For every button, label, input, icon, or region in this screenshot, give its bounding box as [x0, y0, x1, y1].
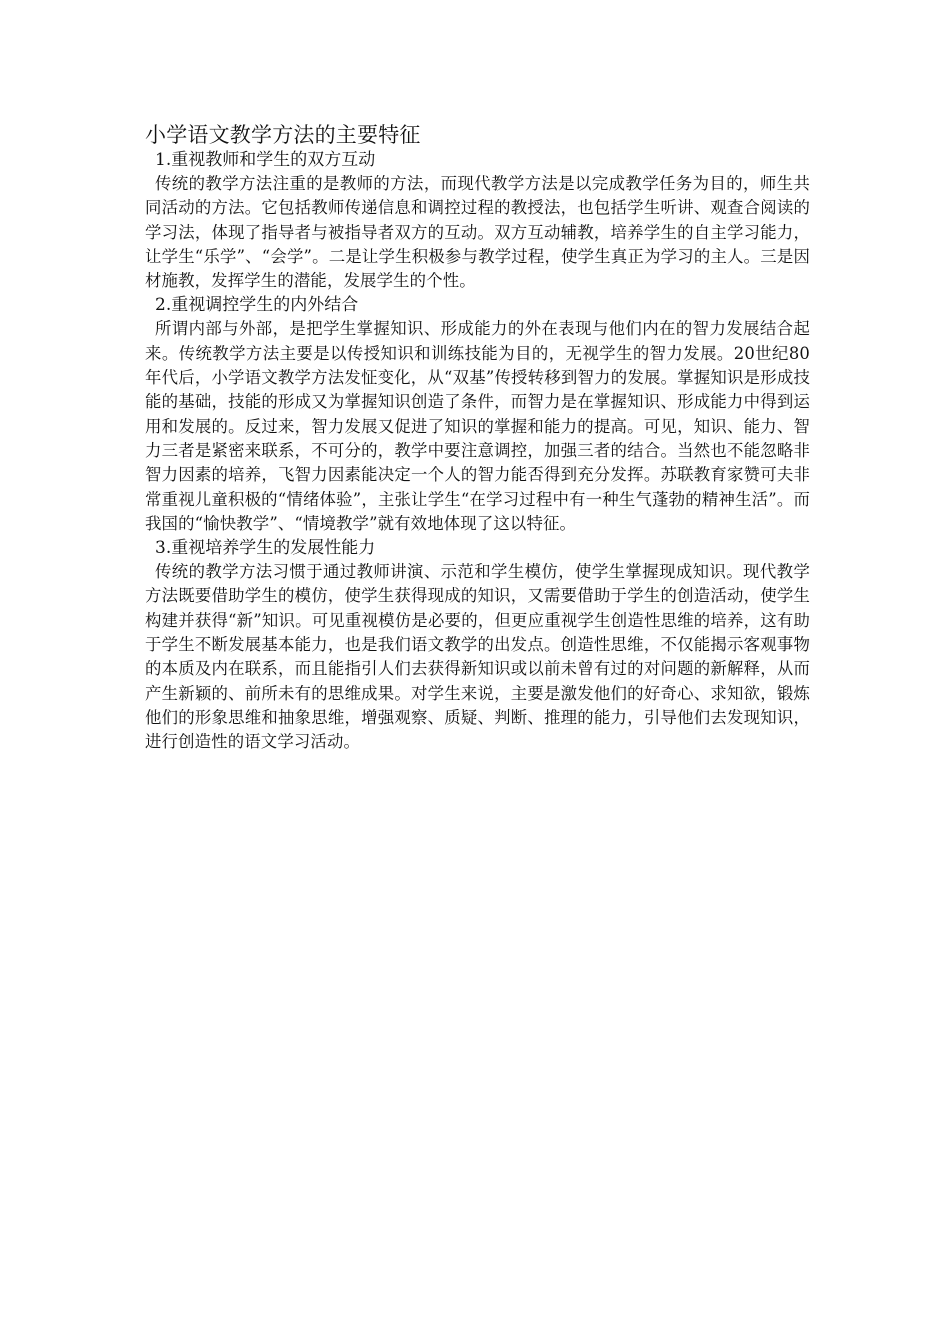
section-body-3: 传统的教学方法习惯于通过教师讲演、示范和学生模仿，使学生掌握现成知识。现代教学方法既要借助学生的模仿，使学生获得现成的知识，又需要借助于学生的创造活动，使学生构建并获得“新”知识。可见重视模仿是必要的，但更应重视学生创造性思维的培养，这有助于学生不断发展基本能力，也是我们语文教学的出发点。创造性思维，不仅能揭示客观事物的本质及内在联系，而且能指引人们去获得新知识或以前未曾有过的对问题的新解释，从而产生新颖的、前所未有的思维成果。对学生来说，主要是激发他们的好奇心、求知欲，锻炼他们的形象思维和抽象思维，增强观察、质疑、判断、推理的能力，引导他们去发现知识，进行创造性的语文学习活动。 — [145, 562, 810, 752]
section-heading-2: 2.重视调控学生的内外结合 — [155, 295, 359, 316]
document-title: 小学语文教学方法的主要特征 — [145, 123, 421, 147]
section-body-2: 所谓内部与外部，是把学生掌握知识、形成能力的外在表现与他们内在的智力发展结合起来。传统教学方法主要是以传授知识和训练技能为目的，无视学生的智力发展。20世纪80年代后，小学语文教学方法发怔变化，从“双基”传授转移到智力的发展。掌握知识是形成技能的基础，技能的形成又为掌握知识创造了条件，而智力是在掌握知识、形成能力中得到运用和发展的。反过来，智力发展又促进了知识的掌握和能力的提高。可见，知识、能力、智力三者是紧密来联系，不可分的，教学中要注意调控，加强三者的结合。当然也不能忽略非智力因素的培养，飞智力因素能决定一个人的智力能否得到充分发挥。苏联教育家赞可夫非常重视儿童积极的“情绪体验”，主张让学生“在学习过程中有一种生气蓬勃的精神生活”。而我国的“愉快教学”、“情境教学”就有效地体现了这以特征。 — [145, 319, 810, 533]
document-content — [145, 121, 810, 756]
section-heading-1: 1.重视教师和学生的双方互动 — [155, 150, 376, 170]
section-heading-3: 3.重视培养学生的发展性能力 — [155, 538, 376, 559]
section-body-1: 传统的教学方法注重的是教师的方法，而现代教学方法是以完成教学任务为目的，师生共同活动的方法。它包括教师传递信息和调控过程的教授法，也包括学生听讲、观查合阅读的学习法，体现了指导者与被指导者双方的互动。双方互动辅教，培养学生的自主学习能力，让学生“乐学”、“会学”。二是让学生积极参与教学过程，使学生真正为学习的主人。三是因材施教，发挥学生的潜能，发展学生的个性。 — [145, 174, 810, 291]
